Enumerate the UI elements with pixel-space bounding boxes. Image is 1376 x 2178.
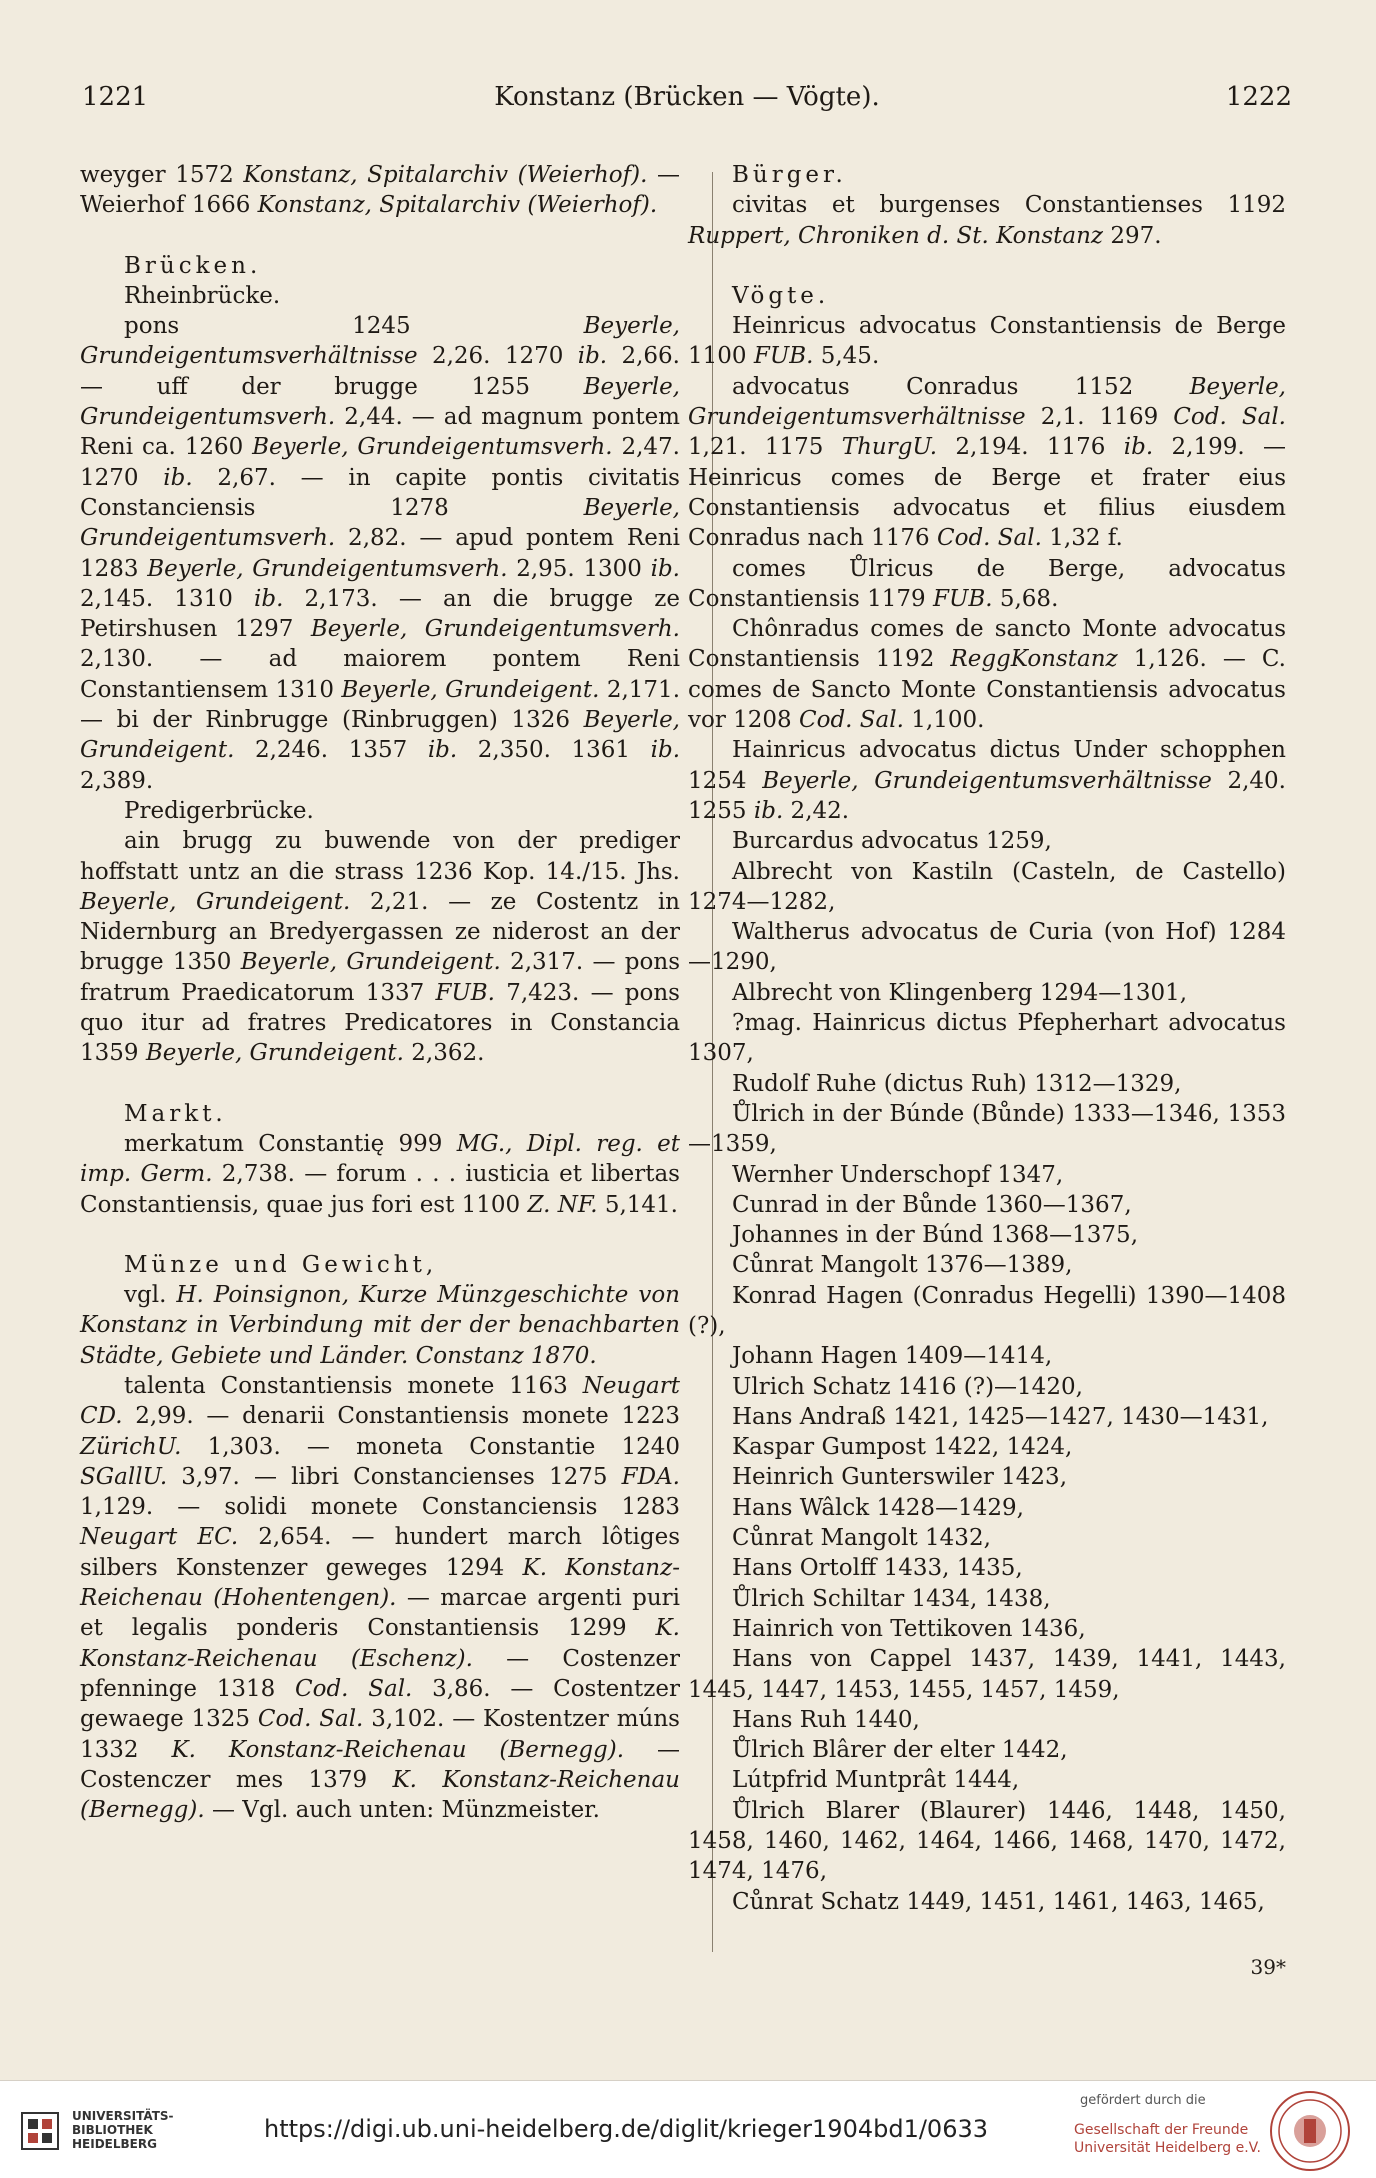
- entry-paragraph: Cůnrat Mangolt 1432,: [732, 1525, 991, 1552]
- entry-paragraph: ?mag. Hainricus dictus Pfepherhart advocatus 1307,: [688, 1010, 1286, 1067]
- section-heading: Bürger.: [732, 162, 847, 188]
- entry-paragraph: Hans Andraß 1421, 1425—1427, 1430—1431,: [732, 1403, 1269, 1430]
- paragraph-gap: [80, 1069, 680, 1099]
- entry-paragraph: Hainricus advocatus dictus Under schopphen 1254 Beyerle, Grundeigentumsverhältnisse 2,40. 1255 ib. 2,42.: [688, 737, 1286, 824]
- university-library-logo-icon: [20, 2111, 60, 2151]
- entry-paragraph: Ůlrich Blârer der elter 1442,: [732, 1737, 1068, 1764]
- entry-paragraph: Hans Wâlck 1428—1429,: [732, 1494, 1024, 1521]
- entry-paragraph: Johannes in der Búnd 1368—1375,: [732, 1222, 1139, 1249]
- entry-paragraph: Hans Ortolff 1433, 1435,: [732, 1555, 1023, 1582]
- entry-paragraph: Burcardus advocatus 1259,: [732, 828, 1052, 855]
- sponsor-heading: gefördert durch die: [1080, 2093, 1206, 2108]
- signature-mark: 39*: [1250, 1955, 1286, 1979]
- entry-paragraph: Ůlrich in der Búnde (Bůnde) 1333—1346, 1353—1359,: [688, 1100, 1286, 1158]
- left-column: [80, 160, 680, 1825]
- entry-paragraph: Rudolf Ruhe (dictus Ruh) 1312—1329,: [732, 1070, 1182, 1097]
- institution-line-2: BIBLIOTHEK: [72, 2123, 153, 2137]
- entry-paragraph: Heinricus advocatus Constantiensis de Berge 1100 FUB. 5,45.: [688, 313, 1286, 370]
- page-number-right: 1222: [1225, 82, 1292, 112]
- paragraph-gap: [688, 251, 1286, 281]
- section-heading: Münze und Gewicht,: [124, 1251, 438, 1278]
- section-heading: Markt.: [124, 1100, 227, 1127]
- entry-paragraph: Wernher Underschopf 1347,: [732, 1161, 1064, 1188]
- page-number-left: 1221: [82, 82, 149, 112]
- institution-line-3: HEIDELBERG: [72, 2137, 157, 2151]
- entry-paragraph: weyger 1572 Konstanz, Spitalarchiv (Weierhof). — Weierhof 1666 Konstanz, Spitalarchiv (Weierhof).: [80, 162, 681, 219]
- paragraph-gap: [80, 221, 680, 251]
- entry-paragraph: Predigerbrücke.: [124, 797, 314, 824]
- sponsor-line-2: Universität Heidelberg e.V.: [1074, 2140, 1261, 2156]
- sponsor-line-1: Gesellschaft der Freunde: [1074, 2122, 1249, 2138]
- entry-paragraph: Ůlrich Schiltar 1434, 1438,: [732, 1585, 1051, 1612]
- section-heading: Brücken.: [124, 252, 262, 279]
- entry-paragraph: ain brugg zu buwende von der prediger hoffstatt untz an die strass 1236 Kop. 14./15. Jhs. Beyerle, Grundeigent. 2,21. — ze Costentz in Nidernburg an Bredyergassen ze niderost an der brugge 1350 Beyerle, Grundeigent. 2,317. — pons fratrum Praedicatorum 1337 FUB. 7,423. — pons quo itur ad fratres Predicatores in Constancia 1359 Beyerle, Grundeigent. 2,362.: [80, 828, 680, 1067]
- paragraph-gap: [80, 1220, 680, 1250]
- entry-paragraph: Cunrad in der Bůnde 1360—1367,: [732, 1191, 1132, 1218]
- entry-paragraph: merkatum Constantię 999 MG., Dipl. reg. et imp. Germ. 2,738. — forum . . . iusticia et libertas Constantiensis, quae jus fori est 1100 Z. NF. 5,141.: [80, 1130, 680, 1218]
- entry-paragraph: pons 1245 Beyerle, Grundeigentumsverhältnisse 2,26. 1270 ib. 2,66. — uff der brugge 1255 Beyerle, Grundeigentumsverh. 2,44. — ad magnum pontem Reni ca. 1260 Beyerle, Grundeigentumsverh. 2,47. 1270 ib. 2,67. — in capite pontis civitatis Constanciensis 1278 Beyerle, Grundeigentumsverh. 2,82. — apud pontem Reni 1283 Beyerle, Grundeigentumsverh. 2,95. 1300 ib. 2,145. 1310 ib. 2,173. — an die brugge ze Petirshusen 1297 Beyerle, Grundeigentumsverh. 2,130. — ad maiorem pontem Reni Constantiensem 1310 Beyerle, Grundeigent. 2,171. — bi der Rinbrugge (Rinbruggen) 1326 Beyerle, Grundeigent. 2,246. 1357 ib. 2,350. 1361 ib. 2,389.: [80, 313, 681, 794]
- permalink-url[interactable]: https://digi.ub.uni-heidelberg.de/diglit/krieger1904bd1/0633: [264, 2115, 989, 2143]
- entry-paragraph: vgl. H. Poinsignon, Kurze Münzgeschichte von Konstanz in Verbindung mit der der benachbarten Städte, Gebiete und Länder. Constanz 1870.: [80, 1282, 680, 1369]
- viewer-footer: [0, 2080, 1376, 2178]
- entry-paragraph: Waltherus advocatus de Curia (von Hof) 1284—1290,: [688, 919, 1286, 976]
- entry-paragraph: Lútpfrid Muntprât 1444,: [732, 1767, 1020, 1794]
- entry-paragraph: Rheinbrücke.: [124, 282, 281, 309]
- entry-paragraph: Albrecht von Kastiln (Casteln, de Castello) 1274—1282,: [688, 858, 1286, 915]
- entry-paragraph: Hans von Cappel 1437, 1439, 1441, 1443, 1445, 1447, 1453, 1455, 1457, 1459,: [688, 1646, 1286, 1703]
- entry-paragraph: Hans Ruh 1440,: [732, 1706, 920, 1733]
- institution-line-1: UNIVERSITÄTS-: [72, 2109, 174, 2123]
- entry-paragraph: Ulrich Schatz 1416 (?)—1420,: [732, 1373, 1083, 1400]
- sponsor-name: [1074, 2121, 1261, 2157]
- entry-paragraph: Albrecht von Klingenberg 1294—1301,: [732, 979, 1188, 1006]
- entry-paragraph: civitas et burgenses Constantienses 1192 Ruppert, Chroniken d. St. Konstanz 297.: [688, 192, 1286, 249]
- entry-paragraph: Johann Hagen 1409—1414,: [732, 1343, 1053, 1370]
- entry-paragraph: Kaspar Gumpost 1422, 1424,: [732, 1434, 1073, 1461]
- running-title: Konstanz (Brücken — Vögte).: [494, 82, 880, 112]
- entry-paragraph: Cůnrat Mangolt 1376—1389,: [732, 1252, 1073, 1279]
- entry-paragraph: Konrad Hagen (Conradus Hegelli) 1390—1408 (?),: [688, 1282, 1286, 1339]
- running-header: [82, 82, 1292, 122]
- institution-name: [72, 2109, 174, 2151]
- right-column: [688, 160, 1286, 1917]
- entry-paragraph: comes Ůlricus de Berge, advocatus Constantiensis 1179 FUB. 5,68.: [688, 555, 1286, 612]
- entry-paragraph: Hainrich von Tettikoven 1436,: [732, 1615, 1086, 1642]
- entry-paragraph: Heinrich Gunterswiler 1423,: [732, 1464, 1068, 1491]
- entry-paragraph: Ůlrich Blarer (Blaurer) 1446, 1448, 1450, 1458, 1460, 1462, 1464, 1466, 1468, 1470, 1472, 1474, 1476,: [688, 1797, 1286, 1885]
- entry-paragraph: talenta Constantiensis monete 1163 Neugart CD. 2,99. — denarii Constantiensis monete 1223 ZürichU. 1,303. — moneta Constantie 1240 SGallU. 3,97. — libri Constancienses 1275 FDA. 1,129. — solidi monete Constanciensis 1283 Neugart EC. 2,654. — hundert march lôtiges silbers Konstenzer geweges 1294 K. Konstanz-Reichenau (Hohentengen). — marcae argenti puri et legalis ponderis Constantiensis 1299 K. Konstanz-Reichenau (Eschenz). — Costenzer pfenninge 1318 Cod. Sal. 3,86. — Costentzer gewaege 1325 Cod. Sal. 3,102. — Kostentzer múns 1332 K. Konstanz-Reichenau (Bernegg). — Costenczer mes 1379 K. Konstanz-Reichenau (Bernegg). — Vgl. auch unten: Münzmeister.: [80, 1372, 680, 1824]
- entry-paragraph: Chônradus comes de sancto Monte advocatus Constantiensis 1192 ReggKonstanz 1,126. — C. comes de Sancto Monte Constantiensis advocatus vor 1208 Cod. Sal. 1,100.: [688, 616, 1286, 734]
- university-seal-icon: [1268, 2089, 1352, 2173]
- entry-paragraph: advocatus Conradus 1152 Beyerle, Grundeigentumsverhältnisse 2,1. 1169 Cod. Sal. 1,21. 1175 ThurgU. 2,194. 1176 ib. 2,199. — Heinricus comes de Berge et frater eius Constantiensis advocatus et filius eiusdem Conradus nach 1176 Cod. Sal. 1,32 f.: [688, 373, 1287, 552]
- entry-paragraph: Cůnrat Schatz 1449, 1451, 1461, 1463, 1465,: [732, 1888, 1265, 1915]
- section-heading: Vögte.: [732, 282, 830, 309]
